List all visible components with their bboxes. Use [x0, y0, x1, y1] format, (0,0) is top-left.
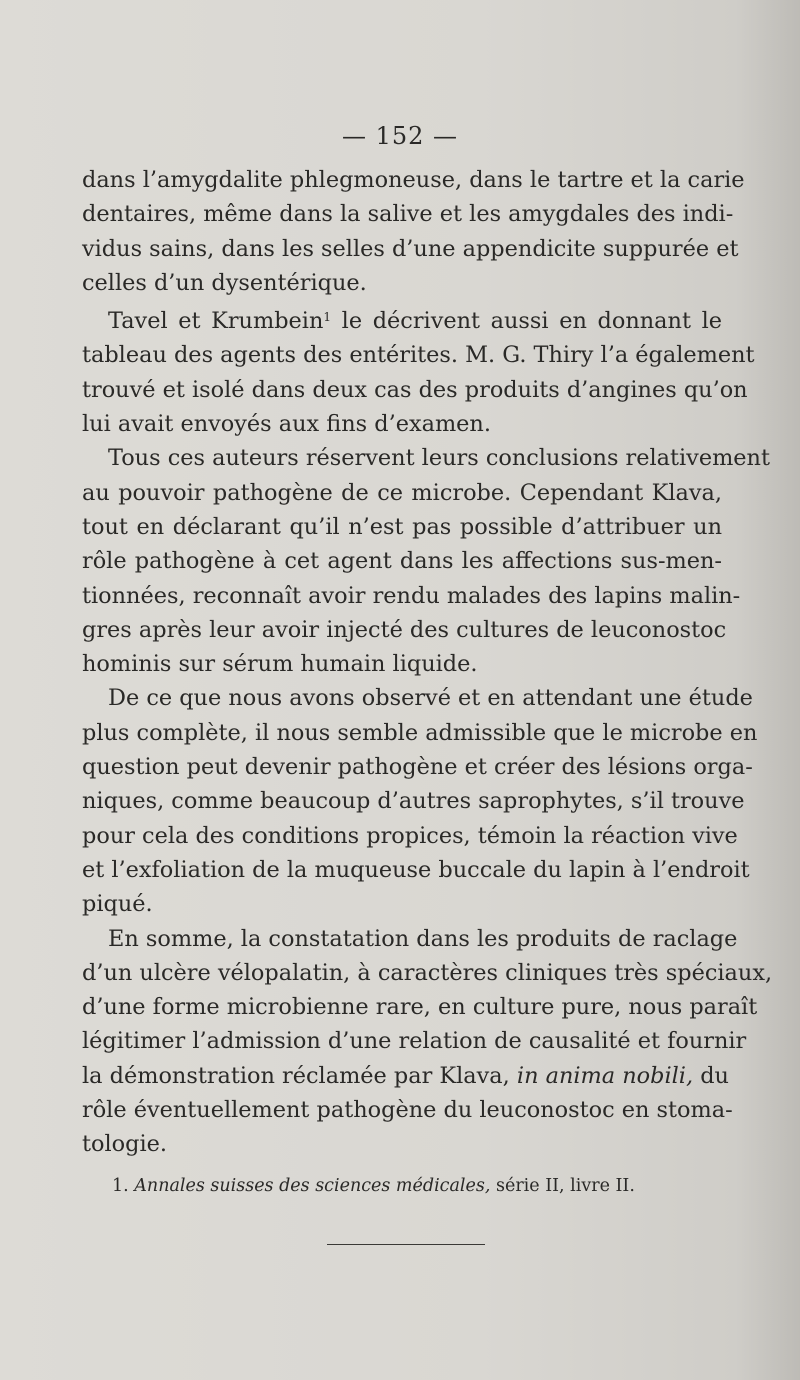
text-line: pour cela des conditions propices, témoin la réaction vive — [82, 822, 738, 849]
paragraph-5 — [82, 922, 773, 1162]
text-line: tionnées, reconnaît avoir rendu malades des lapins malin- — [82, 582, 741, 609]
text-fragment: le décrivent aussi en donnant le — [341, 308, 722, 335]
footnote-text: série II, livre II. — [495, 1176, 635, 1196]
text-line: lui avait envoyés aux fins d’examen. — [82, 411, 491, 438]
text-line: tologie. — [82, 1131, 167, 1158]
text-fragment: du — [700, 1062, 729, 1089]
text-line: niques, comme beaucoup d’autres saprophytes, s’il trouve — [82, 788, 745, 815]
text-line: rôle pathogène à cet agent dans les affections sus-men- — [82, 548, 722, 575]
footnote — [112, 1173, 732, 1199]
text-line: tout en déclarant qu’il n’est pas possible d’attribuer un — [82, 513, 722, 540]
text-line: plus complète, il nous semble admissible que le microbe en — [82, 719, 758, 746]
text-fragment: Tavel et Krumbein — [108, 308, 324, 335]
text-line: dans l’amygdalite phlegmoneuse, dans le tartre et la carie — [82, 167, 745, 193]
paragraph-2 — [82, 300, 755, 441]
text-line: En somme, la constatation dans les produits de raclage — [108, 925, 738, 952]
text-line: et l’exfoliation de la muqueuse buccale du lapin à l’endroit — [82, 856, 750, 883]
paragraph-4 — [82, 681, 758, 921]
paragraph-1 — [82, 163, 745, 300]
text-line: gres après leur avoir injecté des cultures de leuconostoc — [82, 616, 727, 643]
text-line — [82, 300, 722, 338]
text-line: au pouvoir pathogène de ce microbe. Cependant Klava, — [82, 479, 722, 506]
footnote-number: 1. — [112, 1176, 129, 1196]
text-line: rôle éventuellement pathogène du leuconostoc en stoma- — [82, 1097, 733, 1124]
footnote-title: Annales suisses des sciences médicales, — [134, 1176, 491, 1196]
text-line: légitimer l’admission d’une relation de causalité et fournir — [82, 1028, 747, 1055]
text-line: celles d’un dysentérique. — [82, 269, 367, 296]
text-line — [82, 1059, 729, 1093]
text-line: vidus sains, dans les selles d’une appendicite suppurée et — [82, 235, 739, 262]
text-line: Tous ces auteurs réservent leurs conclusions relativement — [108, 445, 770, 472]
text-line: question peut devenir pathogène et créer des lésions orga- — [82, 754, 753, 781]
footnote-marker: 1 — [323, 310, 332, 325]
text-line: trouvé et isolé dans deux cas des produits d’angines qu’on — [82, 376, 748, 403]
body-text — [82, 163, 773, 1162]
text-fragment: la démonstration réclamée par Klava, — [82, 1062, 510, 1089]
text-line: De ce que nous avons observé et en attendant une étude — [108, 685, 753, 712]
text-line: hominis sur sérum humain liquide. — [82, 651, 478, 678]
text-line: d’un ulcère vélopalatin, à caractères cliniques très spéciaux, — [82, 959, 773, 986]
text-line: dentaires, même dans la salive et les amygdales des indi- — [82, 201, 734, 228]
text-line: piqué. — [82, 891, 153, 918]
paragraph-3 — [82, 441, 770, 681]
end-rule — [327, 1244, 485, 1245]
italic-phrase: in anima nobili, — [516, 1062, 694, 1089]
text-line: tableau des agents des entérites. M. G. Thiry l’a également — [82, 342, 755, 369]
page-number: — 152 — — [341, 122, 459, 150]
text-line: d’une forme microbienne rare, en culture pure, nous paraît — [82, 994, 758, 1021]
